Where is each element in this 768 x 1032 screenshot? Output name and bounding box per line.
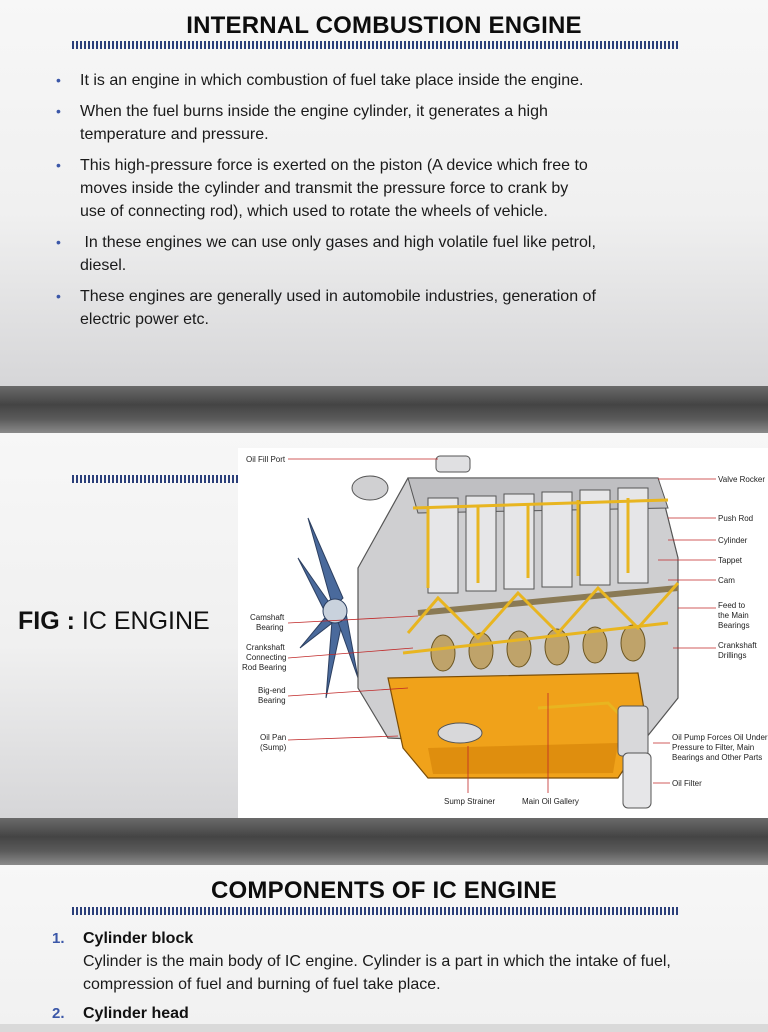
label-push-rod: Push Rod bbox=[718, 514, 754, 523]
fan-icon bbox=[298, 518, 358, 698]
bullet-icon: • bbox=[56, 234, 61, 250]
slide-internal-combustion-engine bbox=[0, 0, 768, 386]
list-number: 1. bbox=[52, 930, 65, 947]
label-crank-rod-2: Connecting bbox=[246, 653, 287, 662]
label-oil-pump-3: Bearings and Other Parts bbox=[672, 753, 763, 762]
label-crank-drill-2: Drillings bbox=[718, 651, 747, 660]
bullet-item: • It is an engine in which combustion of fuel take place inside the engine. bbox=[56, 69, 596, 92]
label-camshaft-2: Bearing bbox=[256, 623, 284, 632]
slide-divider bbox=[0, 386, 768, 433]
label-crank-rod-1: Crankshaft bbox=[246, 643, 285, 652]
slide-decor-hatch bbox=[72, 475, 240, 483]
label-oil-pump-2: Pressure to Filter, Main bbox=[672, 743, 755, 752]
bullet-icon: • bbox=[56, 72, 61, 88]
slide-divider bbox=[0, 818, 768, 865]
label-oil-pan-2: (Sump) bbox=[260, 743, 287, 752]
bullet-icon: • bbox=[56, 157, 61, 173]
engine-illustration bbox=[298, 456, 678, 808]
component-description: Cylinder is the main body of IC engine. Cylinder is a part in which the intake of fuel, compression of fuel and burning of fuel take place. bbox=[83, 953, 671, 993]
label-feed-main-2: the Main bbox=[718, 611, 749, 620]
bullet-item: • This high-pressure force is exerted on the piston (A device which free to moves inside the cylinder and transmit the pressure force to crank by use of connecting rod), which used to rotate the wheels of vehicle. bbox=[56, 154, 596, 223]
bullet-item: • In these engines we can use only gases and high volatile fuel like petrol, diesel. bbox=[56, 231, 596, 277]
component-heading: Cylinder block bbox=[83, 930, 194, 947]
bullet-icon: • bbox=[56, 103, 61, 119]
label-cam: Cam bbox=[718, 576, 735, 585]
components-list bbox=[52, 928, 672, 1032]
figure-caption-title: IC ENGINE bbox=[81, 607, 210, 635]
label-oil-pan-1: Oil Pan bbox=[260, 733, 287, 742]
label-valve-rocker: Valve Rocker bbox=[718, 475, 765, 484]
label-oil-pump-1: Oil Pump Forces Oil Under bbox=[672, 733, 768, 742]
label-sump-strainer: Sump Strainer bbox=[444, 797, 496, 806]
bullet-list bbox=[56, 69, 601, 339]
label-oil-fill-port: Oil Fill Port bbox=[246, 455, 286, 464]
label-cylinder: Cylinder bbox=[718, 536, 748, 545]
label-camshaft-1: Camshaft bbox=[250, 613, 285, 622]
title-underline bbox=[72, 41, 678, 49]
label-main-oil-gallery: Main Oil Gallery bbox=[522, 797, 579, 806]
label-feed-main-3: Bearings bbox=[718, 621, 750, 630]
bullet-icon: • bbox=[56, 288, 61, 304]
label-oil-filter: Oil Filter bbox=[672, 779, 702, 788]
slide-title: INTERNAL COMBUSTION ENGINE bbox=[186, 12, 582, 39]
ic-engine-diagram bbox=[238, 448, 768, 826]
list-number: 2. bbox=[52, 1005, 65, 1022]
label-tappet: Tappet bbox=[718, 556, 743, 565]
label-feed-main-1: Feed to bbox=[718, 601, 746, 610]
figure-caption-prefix: FIG : bbox=[18, 607, 75, 635]
title-underline bbox=[72, 907, 678, 915]
component-heading: Cylinder head bbox=[83, 1005, 189, 1022]
slide-title: COMPONENTS OF IC ENGINE bbox=[211, 877, 557, 904]
label-big-end-2: Bearing bbox=[258, 696, 286, 705]
figure-caption bbox=[18, 607, 210, 636]
list-item bbox=[52, 928, 672, 996]
label-big-end-1: Big-end bbox=[258, 686, 286, 695]
bullet-item: • These engines are generally used in automobile industries, generation of electric power etc. bbox=[56, 285, 596, 331]
bullet-item: • When the fuel burns inside the engine cylinder, it generates a high temperature and pressure. bbox=[56, 100, 596, 146]
label-crank-rod-3: Rod Bearing bbox=[242, 663, 287, 672]
label-crank-drill-1: Crankshaft bbox=[718, 641, 757, 650]
list-item bbox=[52, 1003, 672, 1025]
